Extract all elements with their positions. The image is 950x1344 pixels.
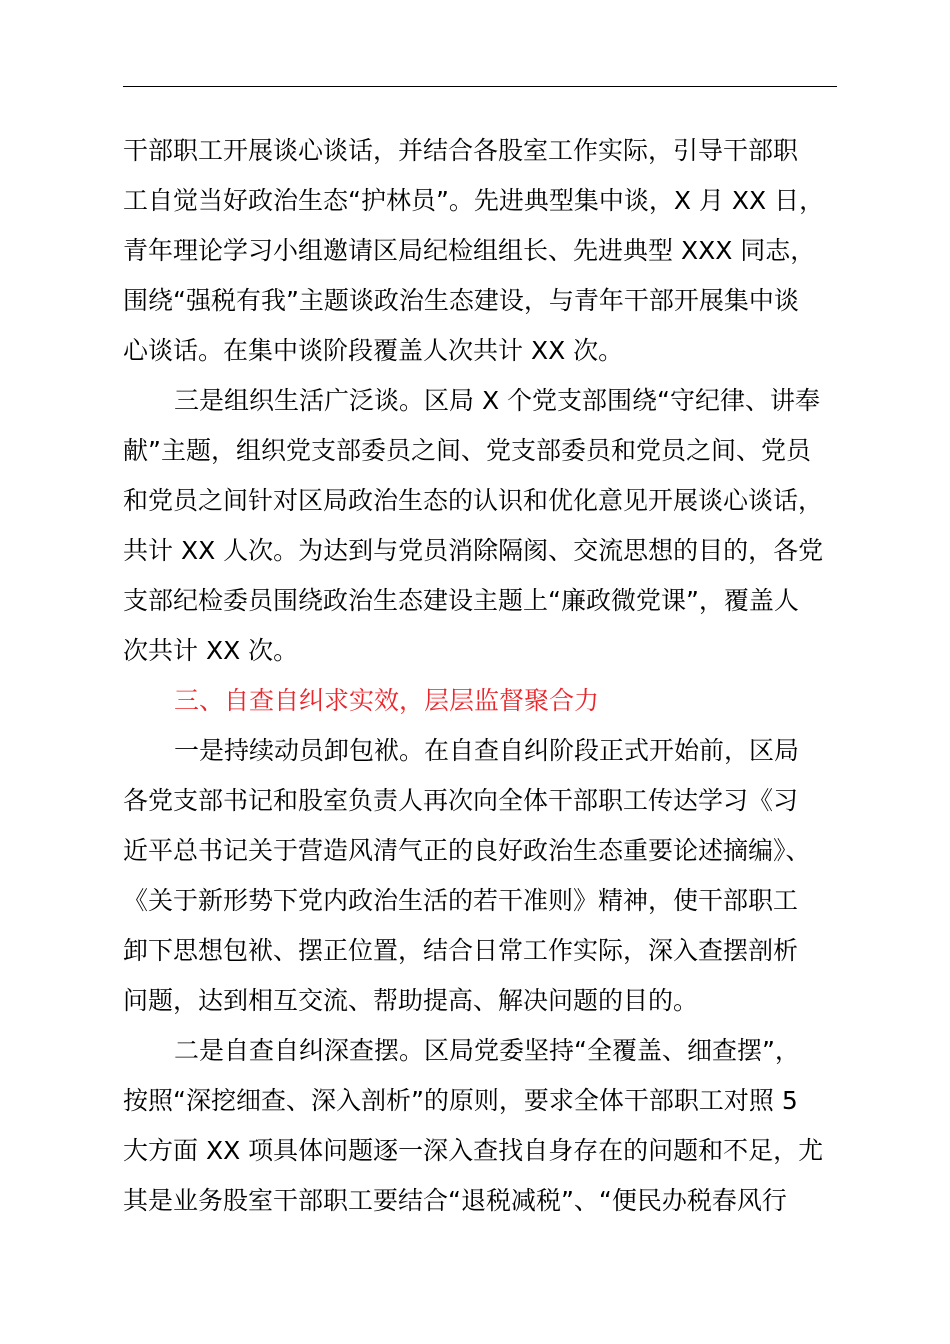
text-line: 其是业务股室干部职工要结合“退税减税”、“便民办税春风行 — [123, 1186, 787, 1215]
text-line: 近平总书记关于营造风清气正的良好政治生态重要论述摘编》、 — [123, 836, 811, 865]
header-rule — [123, 86, 837, 87]
text-line: 按照“深挖细查、深入剖析”的原则，要求全体干部职工对照 5 — [123, 1086, 798, 1115]
text-line: 问题，达到相互交流、帮助提高、解决问题的目的。 — [123, 986, 699, 1015]
text-line: 支部纪检委员围绕政治生态建设主题上“廉政微党课”，覆盖人 — [123, 586, 799, 615]
text-line: 共计 XX 人次。为达到与党员消除隔阂、交流思想的目的，各党 — [123, 536, 824, 565]
text-line: 围绕“强税有我”主题谈政治生态建设，与青年干部开展集中谈 — [123, 286, 799, 315]
section-heading: 三、自查自纠求实效，层层监督聚合力 — [174, 686, 600, 715]
text-line: 二是自查自纠深查摆。区局党委坚持“全覆盖、细查摆”， — [174, 1036, 800, 1065]
text-line: 献”主题，组织党支部委员之间、党支部委员和党员之间、党员 — [123, 436, 811, 465]
body-text — [123, 126, 837, 1226]
text-line: 卸下思想包袱、摆正位置，结合日常工作实际，深入查摆剖析 — [123, 936, 799, 965]
text-line: 心谈话。在集中谈阶段覆盖人次共计 XX 次。 — [123, 336, 624, 365]
text-line: 次共计 XX 次。 — [123, 636, 299, 665]
text-line: 三是组织生活广泛谈。区局 X 个党支部围绕“守纪律、讲奉 — [174, 386, 820, 415]
text-line: 大方面 XX 项具体问题逐一深入查找自身存在的问题和不足，尤 — [123, 1136, 824, 1165]
text-line: 青年理论学习小组邀请区局纪检组组长、先进典型 XXX 同志， — [123, 236, 816, 265]
text-line: 工自觉当好政治生态“护林员”。先进典型集中谈，X 月 XX 日， — [123, 186, 825, 215]
text-line: 各党支部书记和股室负责人再次向全体干部职工传达学习《习 — [123, 786, 799, 815]
text-line: 《关于新形势下党内政治生活的若干准则》精神，使干部职工 — [123, 886, 799, 915]
text-line: 干部职工开展谈心谈话，并结合各股室工作实际，引导干部职 — [123, 136, 799, 165]
text-line: 和党员之间针对区局政治生态的认识和优化意见开展谈心谈话， — [123, 486, 824, 515]
text-line: 一是持续动员卸包袱。在自查自纠阶段正式开始前，区局 — [174, 736, 800, 765]
